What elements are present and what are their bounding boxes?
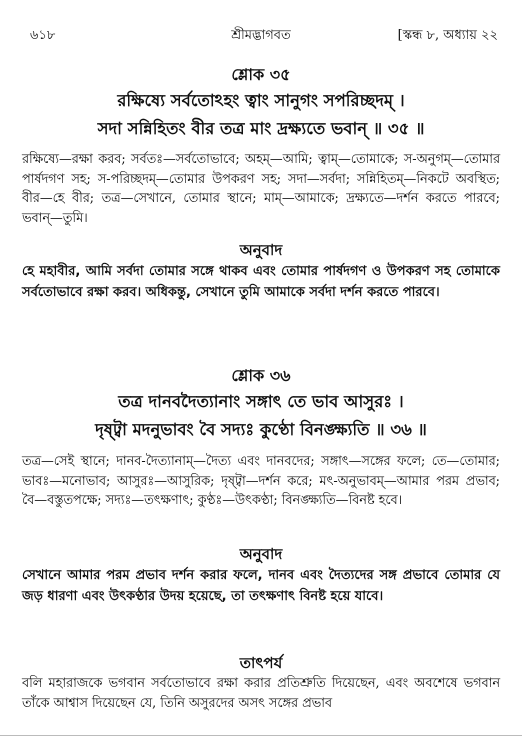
sloka-36-verse-line-1: তত্র দানবদৈত্যানাং সঙ্গাৎ তে ভাব আসুরঃ । [118, 392, 404, 411]
book-page [18, 0, 504, 742]
sloka-36-synonyms: তত্র—সেই স্থানে; দানব-দৈত্যানাম্—দৈত্য এবং দানবদের; সঙ্গাৎ—সঙ্গের ফলে; তে—তোমার; ভাবঃ—মনোভাব; আসুরঃ—আসুরিক; দৃষ্ট্বা—দর্শন করে; মৎ-অনুভাবম্—আমার পরম প্রভাব; বৈ—বস্তুতপক্ষে; সদ্যঃ—তৎক্ষণাৎ; কুণ্ঠঃ—উৎকণ্ঠা; বিনঙ্ক্ষ্যতি—বিনষ্ট হবে। [22, 454, 500, 509]
section-reference: [স্কন্ধ ৮, অধ্যায় ২২ [397, 28, 498, 43]
sloka-36-heading: শ্লোক ৩৬ [231, 366, 291, 385]
bottom-divider [0, 735, 522, 736]
sloka-35-verse-line-1: রক্ষিষ্যে সর্বতোঽহং ত্বাং সানুগং সপরিচ্ছদম্ । [117, 91, 405, 110]
purport-text: বলি মহারাজকে ভগবান সর্বতোভাবে রক্ষা করার প্রতিশ্রুতি দিয়েছেন, এবং অবশেষে ভগবান তাঁকে আশ্বাস দিয়েছেন যে, তিনি অসুরদের অসৎ সঙ্গের প্রভাব [22, 676, 500, 711]
sloka-35-verse-line-2: সদা সন্নিহিতং বীর তত্র মাং দ্রক্ষ্যতে ভবান্ ॥ ৩৫ ॥ [97, 119, 425, 138]
purport-heading: তাৎপর্য [239, 654, 283, 672]
page-number: ৬১৮ [30, 28, 56, 43]
sloka-36-translation: সেখানে আমার পরম প্রভাব দর্শন করার ফলে, দানব এবং দৈত্যদের সঙ্গ প্রভাবে তোমার যে জড় ধারণা এবং উৎকণ্ঠার উদয় হয়েছে, তা তৎক্ষণাৎ বিনষ্ট হয়ে যাবে। [22, 568, 500, 604]
sloka-36-verse-line-2: দৃষ্ট্বা মদনুভাবং বৈ সদ্যঃ কুণ্ঠো বিনঙ্ক্ষ্যতি ॥ ৩৬ ॥ [95, 420, 427, 439]
sloka-35-heading: শ্লোক ৩৫ [231, 65, 291, 84]
sloka-35-translation-heading: অনুবাদ [239, 241, 283, 259]
sloka-35-synonyms: রক্ষিষ্যে—রক্ষা করব; সর্বতঃ—সর্বতোভাবে; অহম্—আমি; ত্বাম্—তোমাকে; স-অনুগম্—তোমার পার্ষদগণ সহ; স-পরিচ্ছদম্—তোমার উপকরণ সহ; সদা—সর্বদা; সন্নিহিতম্—নিকটে অবস্থিত; বীর—হে বীর; তত্র—সেখানে, তোমার স্থানে; মাম্—আমাকে; দ্রক্ষ্যতে—দর্শন করতে পারবে; ভবান্—তুমি। [22, 152, 500, 226]
sloka-35-translation: হে মহাবীর, আমি সর্বদা তোমার সঙ্গে থাকব এবং তোমার পার্ষদগণ ও উপকরণ সহ তোমাকে সর্বতোভাবে রক্ষা করব। অধিকন্তু, সেখানে তুমি আমাকে সর্বদা দর্শন করতে পারবে। [22, 264, 500, 300]
page-header [18, 26, 504, 46]
sloka-36-translation-heading: অনুবাদ [239, 545, 283, 563]
book-title: শ্রীমদ্ভাগবত [231, 28, 291, 43]
